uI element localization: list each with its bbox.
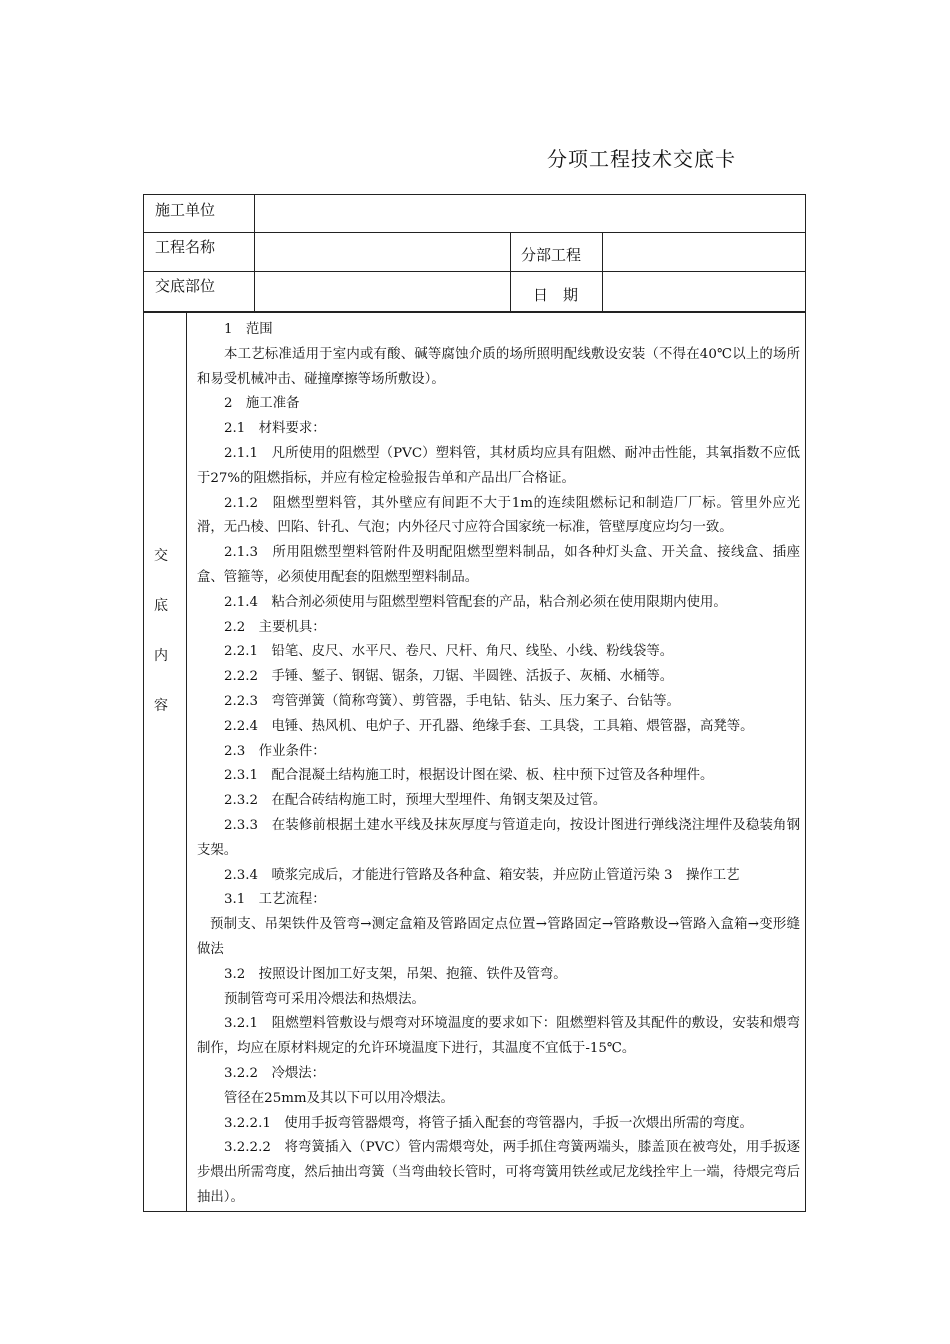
column-divider (510, 232, 511, 311)
paragraph: 3.2 按照设计图加工好支架，吊架、抱箍、铁件及管弯。 (224, 966, 567, 982)
section-heading: 2.1 材料要求： (224, 421, 326, 437)
paragraph: 2.1.4 粘合剂必须使用与阻燃型塑料管配套的产品，粘合剂必须在使用限期内使用。 (224, 594, 727, 610)
construction-unit-label: 施工单位 (155, 201, 216, 219)
handover-content (197, 318, 800, 1211)
side-label-char: 交 (154, 548, 168, 564)
paragraph: 2.1.3 所用阻燃型塑料管附件及明配阻燃型塑料制品，如各种灯头盒、开关盒、接线盒、插座盒、管箍等，必须使用配套的阻燃型塑料制品。 (197, 545, 800, 585)
row-divider (144, 232, 805, 233)
paragraph: 预制支、吊架铁件及管弯→测定盒箱及管路固定点位置→管路固定→管路敷设→管路入盒箱→变形缝做法 (197, 917, 800, 957)
section-heading: 2.2 主要机具： (224, 619, 326, 635)
paragraph: 2.3.1 配合混凝土结构施工时，根据设计图在梁、板、柱中预下过管及各种埋件。 (224, 768, 714, 784)
paragraph: 3.2.2.2 将弯簧插入（PVC）管内需煨弯处，两手抓住弯簧两端头，膝盖顶在被弯处，用手扳逐步煨出所需弯度，然后抽出弯簧（当弯曲较长管时，可将弯簧用铁丝或尼龙线拴牢上一端，待煨完弯后抽出）。 (197, 1140, 800, 1205)
section-heading: 1 范围 (224, 322, 273, 337)
paragraph: 3.2.1 阻燃塑料管敷设与煨弯对环境温度的要求如下：阻燃塑料管及其配件的敷设，安装和煨弯制作，均应在原材料规定的允许环境温度下进行，其温度不宜低于-15℃。 (197, 1016, 800, 1057)
paragraph: 3.2.2.1 使用手扳弯管器煨弯，将管子插入配套的弯管器内，手扳一次煨出所需的弯度。 (224, 1115, 753, 1131)
paragraph: 2.3.4 喷浆完成后，才能进行管路及各种盒、箱安装，并应防止管道污染 3 操作工艺 (224, 867, 740, 883)
content-top-border (144, 312, 805, 313)
column-divider (602, 232, 603, 311)
side-label-char: 内 (154, 648, 168, 664)
paragraph: 管径在25mm及其以下可以用冷煨法。 (224, 1090, 454, 1106)
paragraph: 2.1.1 凡所使用的阻燃型（PVC）塑料管，其材质均应具有阻燃、耐冲击性能，其氧指数不应低于27%的阻燃指标，并应有检定检验报告单和产品出厂合格证。 (197, 445, 800, 486)
date-label: 日 期 (533, 286, 579, 304)
document-title: 分项工程技术交底卡 (547, 147, 736, 171)
row-divider (144, 271, 805, 272)
section-heading: 3.2.2 冷煨法： (224, 1065, 326, 1081)
section-heading: 3.1 工艺流程： (224, 892, 326, 908)
paragraph: 2.2.2 手锤、錾子、钢锯、锯条，刀锯、半圆锉、活扳子、灰桶、水桶等。 (224, 669, 674, 685)
header-table (143, 194, 806, 312)
column-divider (254, 195, 255, 311)
paragraph: 本工艺标准适用于室内或有酸、碱等腐蚀介质的场所照明配线敷设安装（不得在40℃以上的场所和易受机械冲击、碰撞摩擦等场所敷设）。 (197, 346, 800, 387)
content-column-divider (186, 312, 187, 1211)
section-heading: 2 施工准备 (224, 396, 300, 412)
paragraph: 2.3.2 在配合砖结构施工时，预埋大型埋件、角钢支架及过管。 (224, 793, 607, 809)
project-name-label: 工程名称 (155, 238, 216, 256)
handover-part-label: 交底部位 (155, 277, 216, 295)
side-label-char: 底 (154, 598, 168, 614)
section-heading: 2.3 作业条件： (224, 743, 326, 759)
paragraph: 2.3.3 在装修前根据土建水平线及抹灰厚度与管道走向，按设计图进行弹线浇注埋件及稳装角钢支架。 (197, 817, 800, 858)
content-box (143, 312, 806, 1212)
paragraph: 预制管弯可采用冷煨法和热煨法。 (224, 991, 425, 1007)
paragraph: 2.1.2 阻燃型塑料管，其外壁应有间距不大于1m的连续阻燃标记和制造厂厂标。管里外应光滑，无凸棱、凹陷、针孔、气泡；内外径尺寸应符合国家统一标准，管壁厚度应均匀一致。 (197, 495, 800, 536)
paragraph: 2.2.3 弯管弹簧（简称弯簧）、剪管器，手电钻、钻头、压力案子、台钻等。 (224, 693, 680, 709)
paragraph: 2.2.4 电锤、热风机、电炉子、开孔器、绝缘手套、工具袋，工具箱、煨管器，高凳等。 (224, 718, 754, 734)
paragraph: 2.2.1 铅笔、皮尺、水平尺、卷尺、尺杆、角尺、线坠、小线、粉线袋等。 (224, 644, 674, 660)
division-label: 分部工程 (521, 246, 582, 264)
side-label-char: 容 (154, 698, 168, 714)
